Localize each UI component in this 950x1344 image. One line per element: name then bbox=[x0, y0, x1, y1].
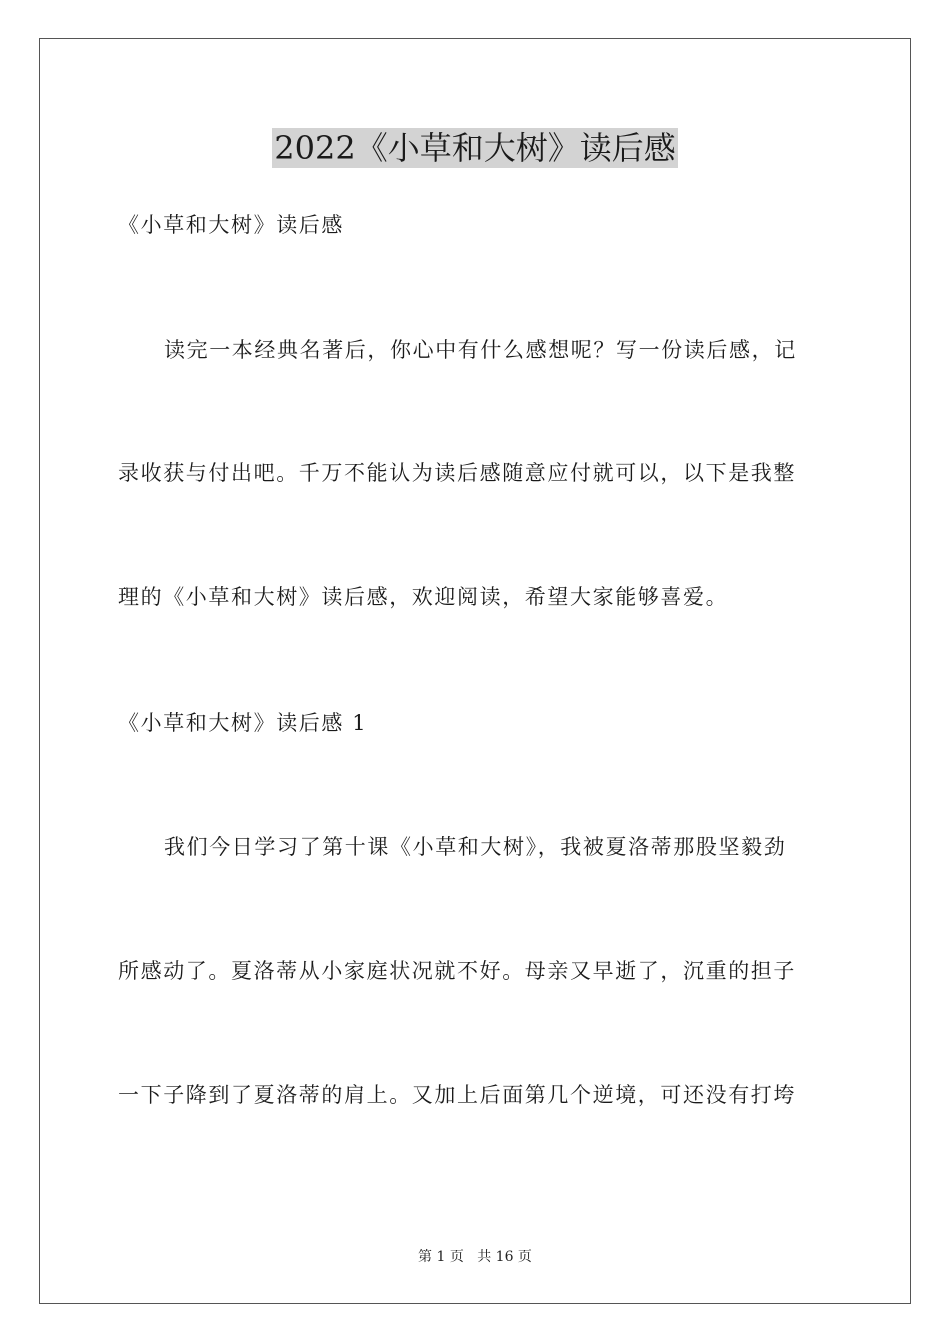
page-total: 共 16 页 bbox=[477, 1249, 532, 1265]
paragraph-line: 所感动了。夏洛蒂从小家庭状况就不好。母亲又早逝了，沉重的担子 bbox=[118, 959, 796, 983]
paragraph-line: 一下子降到了夏洛蒂的肩上。又加上后面第几个逆境，可还没有打垮 bbox=[118, 1083, 796, 1107]
document-title: 2022《小草和大树》读后感 bbox=[274, 129, 676, 167]
paragraph-line: 我们今日学习了第十课《小草和大树》，我被夏洛蒂那股坚毅劲 bbox=[164, 835, 787, 859]
paragraph-line: 理的《小草和大树》读后感，欢迎阅读，希望大家能够喜爱。 bbox=[118, 585, 729, 609]
section-heading: 《小草和大树》读后感 1 bbox=[118, 711, 368, 735]
paragraph-line: 读完一本经典名著后，你心中有什么感想呢？写一份读后感，记 bbox=[164, 338, 797, 362]
page-footer bbox=[0, 1248, 950, 1266]
title-container bbox=[0, 128, 950, 168]
paragraph-line: 录收获与付出吧。千万不能认为读后感随意应付就可以，以下是我整 bbox=[118, 461, 796, 485]
page-number: 第 1 页 bbox=[418, 1249, 464, 1265]
subtitle-line: 《小草和大树》读后感 bbox=[118, 213, 344, 237]
